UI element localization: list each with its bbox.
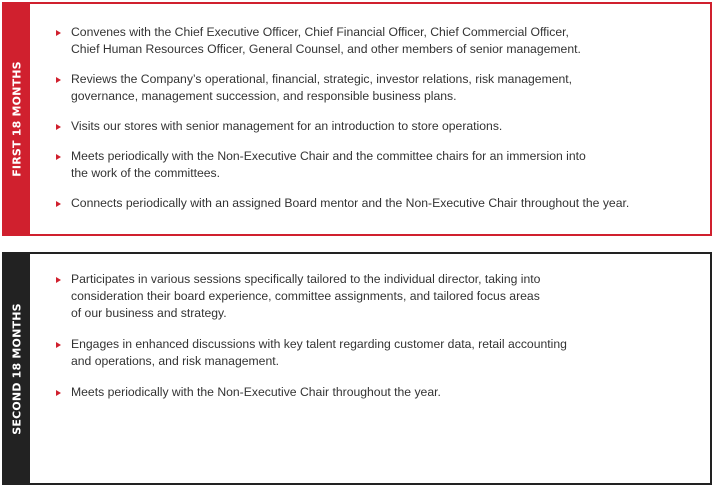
list-item	[56, 384, 704, 401]
triangle-bullet-icon	[56, 390, 61, 396]
list-item	[56, 71, 704, 105]
first-18-months-tab	[4, 4, 30, 234]
list-item	[56, 336, 704, 370]
second-18-months-label: SECOND 18 MONTHS	[10, 302, 24, 435]
first-18-months-panel	[2, 2, 712, 236]
triangle-bullet-icon	[56, 77, 61, 83]
list-item	[56, 271, 704, 322]
list-item-text: Reviews the Company’s operational, financial, strategic, investor relations, risk management, governance, management succession, and responsible business plans.	[71, 72, 573, 103]
triangle-bullet-icon	[56, 277, 61, 283]
list-item-text: Participates in various sessions specifically tailored to the individual director, taking into consideration their board experience, committee assignments, and tailored focus areas of our business and strategy.	[71, 272, 541, 320]
triangle-bullet-icon	[56, 342, 61, 348]
triangle-bullet-icon	[56, 124, 61, 130]
first-18-months-label: FIRST 18 MONTHS	[10, 61, 24, 177]
second-18-months-list	[56, 271, 704, 415]
list-item-text: Meets periodically with the Non-Executive Chair and the committee chairs for an immersion into the work of the committees.	[71, 149, 586, 180]
list-item	[56, 195, 704, 212]
triangle-bullet-icon	[56, 201, 61, 207]
list-item-text: Meets periodically with the Non-Executive Chair throughout the year.	[71, 385, 441, 399]
list-item-text: Convenes with the Chief Executive Officer, Chief Financial Officer, Chief Commercial Officer, Chief Human Resources Officer, General Counsel, and other members of senior management.	[71, 25, 581, 56]
triangle-bullet-icon	[56, 154, 61, 160]
list-item-text: Visits our stores with senior management for an introduction to store operations.	[71, 119, 503, 133]
first-18-months-list	[56, 24, 704, 225]
list-item	[56, 24, 704, 58]
second-18-months-panel	[2, 252, 712, 485]
list-item	[56, 148, 704, 182]
list-item	[56, 118, 704, 135]
second-18-months-tab	[4, 254, 30, 483]
triangle-bullet-icon	[56, 30, 61, 36]
list-item-text: Connects periodically with an assigned Board mentor and the Non-Executive Chair throughout the year.	[71, 196, 630, 210]
list-item-text: Engages in enhanced discussions with key talent regarding customer data, retail accounting and operations, and risk management.	[71, 337, 567, 368]
